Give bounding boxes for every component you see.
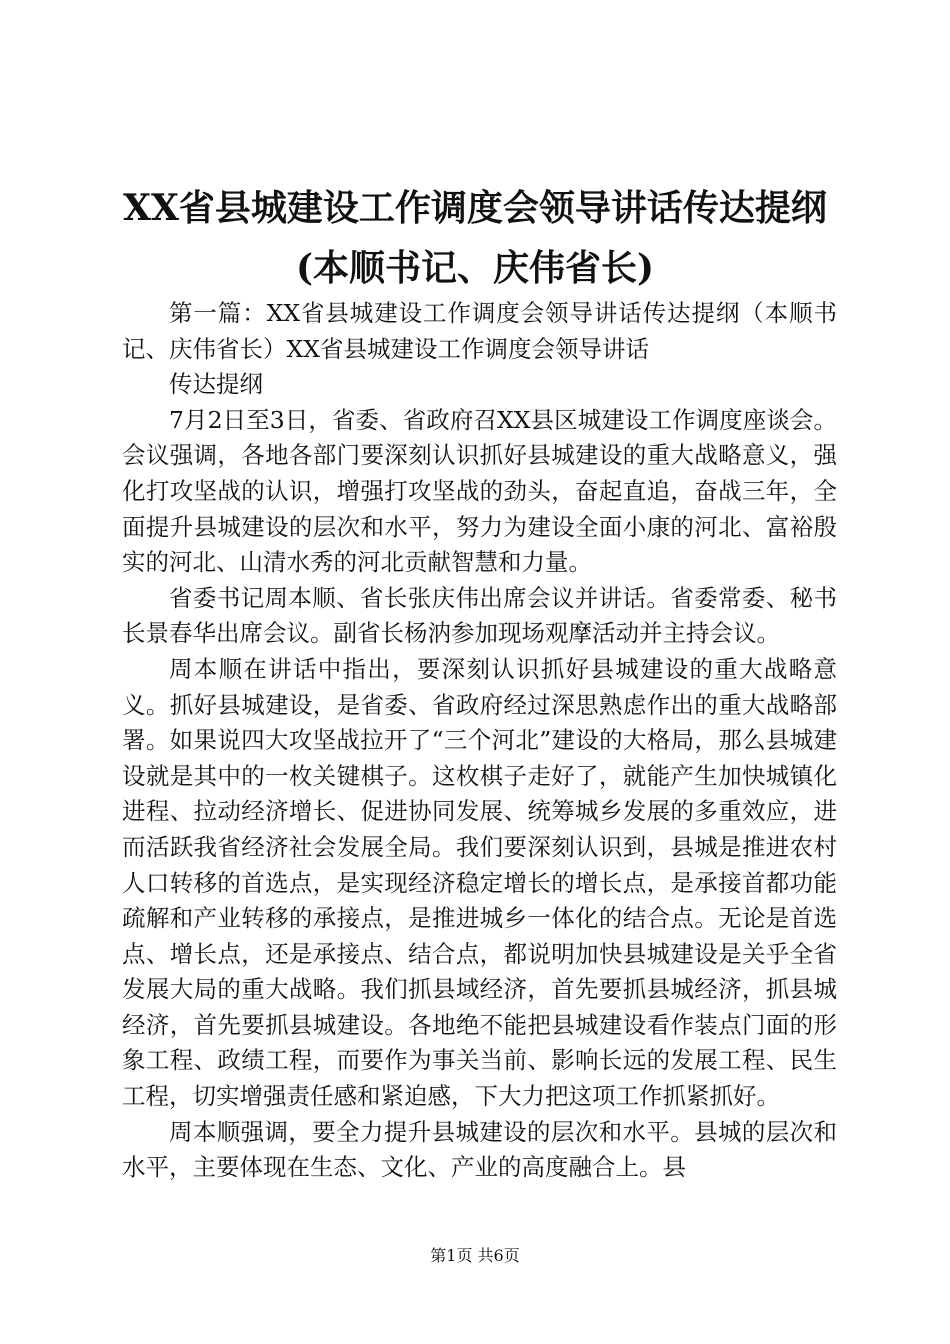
paragraph: 7月2日至3日，省委、省政府召XX县区城建设工作调度座谈会。会议强调，各地各部门要深刻认识抓好县城建设的重大战略意义，强化打攻坚战的认识，增强打攻坚战的劲头，奋起直追，奋战三年，全面提升县城建设的层次和水平，努力为建设全面小康的河北、富裕殷实的河北、山清水秀的河北贡献智慧和力量。 [122,405,837,577]
paragraph: 传达提纲 [169,370,263,399]
document-body [122,296,837,1186]
paragraph: 省委书记周本顺、省长张庆伟出席会议并讲话。省委常委、秘书长景春华出席会议。副省长杨汭参加现场观摩活动并主持会议。 [122,583,837,648]
page-number-footer: 第1页 共6页 [430,1246,520,1265]
paragraph: 第一篇：XX省县城建设工作调度会领导讲话传达提纲（本顺书记、庆伟省长）XX省县城建设工作调度会领导讲话 [122,299,837,363]
document-title-line-1: XX省县城建设工作调度会领导讲话传达提纲 [123,187,827,229]
paragraph: 周本顺在讲话中指出，要深刻认识抓好县城建设的重大战略意义。抓好县城建设，是省委、省政府经过深思熟虑作出的重大战略部署。如果说四大攻坚战拉开了“三个河北”建设的大格局，那么县城建设就是其中的一枚关键棋子。这枚棋子走好了，就能产生加快城镇化进程、拉动经济增长、促进协同发展、统筹城乡发展的多重效应，进而活跃我省经济社会发展全局。我们要深刻认识到，县城是推进农村人口转移的首选点，是实现经济稳定增长的增长点，是承接首都功能疏解和产业转移的承接点，是推进城乡一体化的结合点。无论是首选点、增长点，还是承接点、结合点，都说明加快县城建设是关乎全省发展大局的重大战略。我们抓县域经济，首先要抓县城经济，抓县城经济，首先要抓县城建设。各地绝不能把县城建设看作装点门面的形象工程、政绩工程，而要作为事关当前、影响长远的发展工程、民生工程，切实增强责任感和紧迫感，下大力把这项工作抓紧抓好。 [122,654,837,1111]
document-title-line-2: (本顺书记、庆伟省长) [295,247,655,289]
paragraph: 周本顺强调，要全力提升县城建设的层次和水平。县城的层次和水平，主要体现在生态、文化、产业的高度融合上。县 [122,1117,837,1182]
